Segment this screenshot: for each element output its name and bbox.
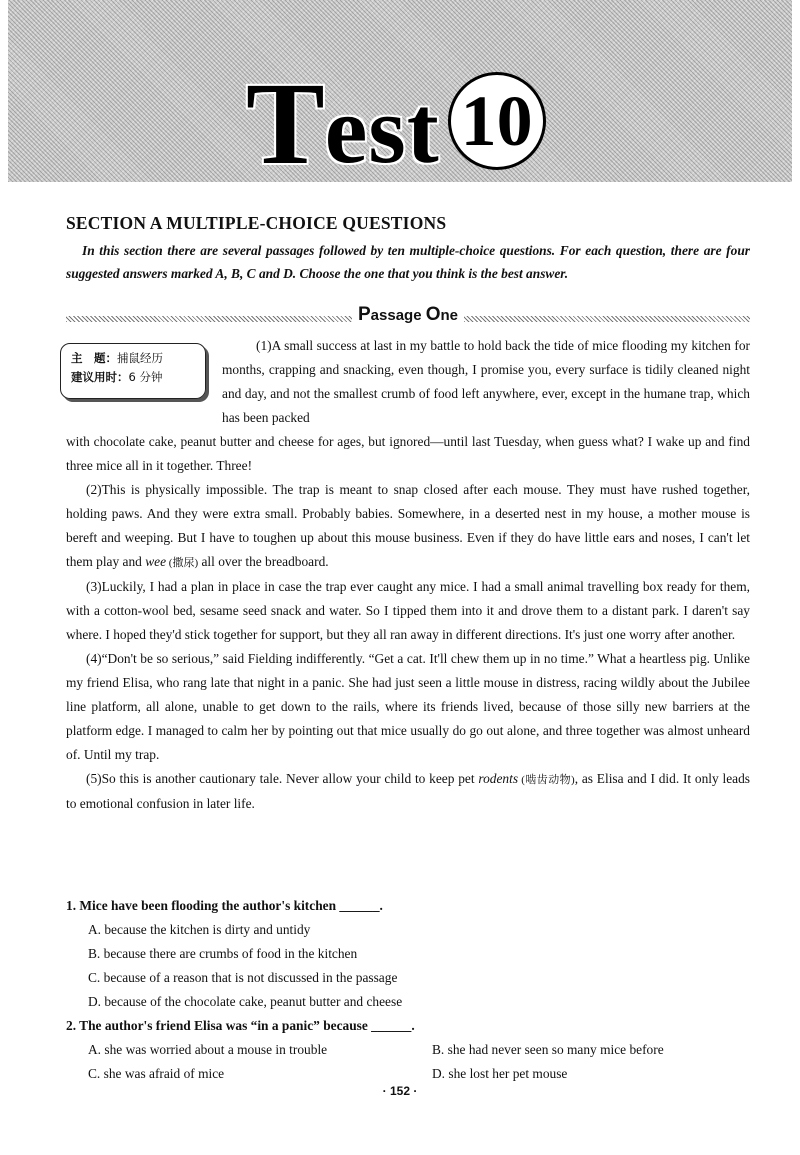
question-2-option-d: D. she lost her pet mouse [432, 1066, 568, 1081]
test-title [246, 58, 546, 189]
paragraph-1-rest: with chocolate cake, peanut butter and cheese for ages, but ignored—until last Tuesday, when guess what? I wake up and find three mice all in it together. Three! [66, 434, 750, 473]
title-banner [8, 0, 792, 189]
paragraph-5: (5)So this is another cautionary tale. Never allow your child to keep pet rodents (啮齿动物), as Elisa and I did. It only leads to emotional confusion in later life. [66, 771, 751, 811]
question-2-option-b: B. she had never seen so many mice before [432, 1042, 664, 1057]
question-1-stem: 1. Mice have been flooding the author's kitchen ______. [66, 898, 383, 913]
page-number: · 152 · [382, 1084, 418, 1098]
hatch-divider-right [464, 316, 750, 322]
passage-label: Passage One [357, 304, 459, 325]
question-1-option-d: D. because of the chocolate cake, peanut butter and cheese [88, 994, 403, 1009]
test-number: 10 [460, 80, 533, 161]
title-est: est [324, 76, 440, 183]
passage-body [66, 430, 750, 816]
title-letter-t: T [246, 58, 325, 189]
questions [66, 894, 750, 1086]
question-1-option-c: C. because of a reason that is not discussed in the passage [88, 970, 398, 985]
section-title: SECTION A MULTIPLE-CHOICE QUESTIONS [66, 213, 447, 233]
paragraph-3: (3)Luckily, I had a plan in place in case the trap ever caught any mice. I had a small animal travelling box ready for them, with a cotton-wool bed, sesame seed snack and water. So I tipped them into it and drove them to a distant park. I daren't say where. I hoped they'd stick together for support, but they all ran away in different directions. It's just one worry after another. [66, 579, 750, 642]
question-1-option-b: B. because there are crumbs of food in the kitchen [88, 946, 358, 961]
question-2-stem: 2. The author's friend Elisa was “in a panic” because ______. [66, 1018, 415, 1033]
question-2-options [66, 1038, 750, 1086]
paragraph-2: (2)This is physically impossible. The trap is meant to snap closed after each mouse. They must have rushed together, holding paws. And they were extra small. Probably babies. Somewhere, in a deserted nest in my house, a mother mouse is bereft and weeping. But I have to toughen up about this mouse business. Even if they do have little ears and noses, I can't let them play and wee (撒尿) all over the breadboard. [66, 482, 750, 569]
question-2-option-a: A. she was worried about a mouse in trouble [88, 1042, 328, 1057]
question-2-option-c: C. she was afraid of mice [88, 1066, 225, 1081]
section-instructions: In this section there are several passages followed by ten multiple-choice questions. For each question, there are four suggested answers marked A, B, C and D. Choose the one that you think is the best answer. [66, 243, 750, 281]
hatch-divider-left [66, 316, 352, 322]
topic-box [60, 343, 206, 399]
question-1-option-a: A. because the kitchen is dirty and untidy [88, 922, 311, 937]
time-line: 建议用时：6 分钟 [71, 370, 163, 384]
topic-line: 主 题：捕鼠经历 [71, 351, 163, 365]
paragraph-4: (4)“Don't be so serious,” said Fielding indifferently. “Get a cat. It'll chew them up in no time.” What a heartless pig. Unlike my friend Elisa, who rang late that night in a panic. She had just seen a little mouse in distress, racing wildly about the Jubilee line platform, all alone, unable to get down to the rails, where its friends lived, because of those silly new barriers at the platform edge. I managed to calm her by pointing out that mice usually do go out alone, and three together was almost unheard of. Until my trap. [66, 651, 750, 762]
passage-heading [66, 303, 750, 327]
paragraph-1-start: (1)A small success at last in my battle to hold back the tide of mice flooding my kitchen for months, crapping and snacking, even though, I promise you, every surface is tidily cleaned night and day, and not the smallest crumb of food left anywhere, ever, except in the humane trap, which has been packed [222, 338, 750, 425]
test-number-circle [448, 72, 546, 170]
